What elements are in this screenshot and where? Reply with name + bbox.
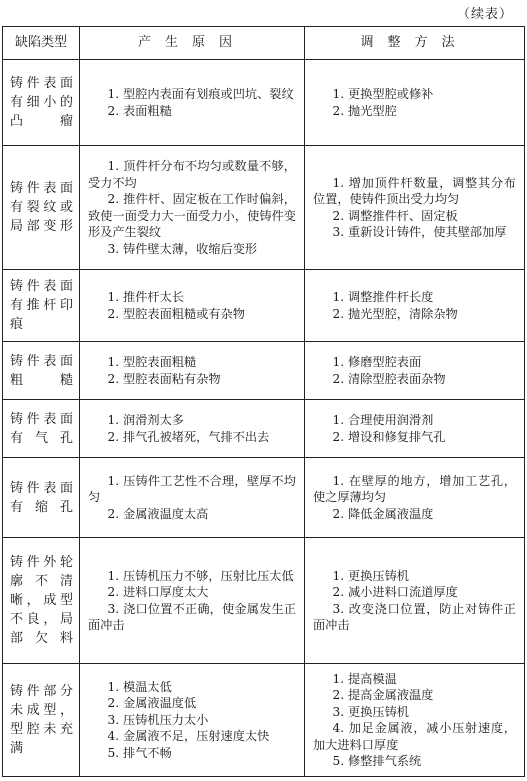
defect-type-cell: 铸件表面有裂纹或局部变形 (3, 146, 80, 270)
causes-cell (80, 400, 305, 458)
cause-item: 1. 型腔表面粗糙 (107, 355, 197, 369)
cause-item: 1. 压铸件工艺性不合理，壁厚不均匀 (88, 473, 296, 505)
causes-cell (80, 270, 305, 342)
cause-item: 3. 浇口位置不正确，使金属发生正面冲击 (88, 601, 296, 632)
cause-item: 2. 表面粗糙 (107, 103, 172, 118)
remedy-item: 1. 合理使用润滑剂 (332, 413, 434, 427)
header-causes: 产生原因 (80, 27, 305, 60)
remedy-item: 3. 重新设计铸件，使其壁部加厚 (332, 225, 507, 239)
header-defect-type: 缺陷类型 (3, 27, 80, 60)
remedies-cell (305, 60, 525, 146)
cause-item: 1. 压铸机压力不够，压射比压太低 (107, 568, 294, 583)
cause-item: 1. 顶件杆分布不均匀或数量不够，受力不均 (88, 159, 296, 190)
table-row (3, 146, 525, 270)
cause-item: 4. 金属液不足，压射速度太快 (107, 729, 270, 744)
defect-type-cell: 铸件表面有气孔 (3, 400, 80, 458)
cause-item: 2. 型腔表面粘有杂物 (107, 371, 221, 386)
remedies-cell (305, 664, 525, 777)
cause-item: 1. 型腔内表面有划痕或凹坑、裂纹 (107, 87, 294, 101)
cause-item: 2. 排气孔被堵死，气排不出去 (107, 429, 270, 444)
header-remedies: 调整方法 (305, 27, 525, 60)
defect-type-cell: 铸件表面有细小的凸瘤 (3, 60, 80, 146)
remedy-item: 2. 增设和修复排气孔 (332, 429, 446, 444)
cause-item: 2. 进料口厚度太大 (107, 585, 209, 599)
table-row (3, 60, 525, 146)
defect-type-cell: 铸件表面有缩孔 (3, 458, 80, 538)
cause-item: 5. 排气不畅 (107, 745, 172, 760)
remedy-item: 3. 改变浇口位置，防止对铸件正面冲击 (313, 601, 516, 632)
continued-label: （续表） (456, 7, 513, 22)
defect-type-cell: 铸件外轮廓不清晰，成型不良，局部欠料 (3, 538, 80, 664)
remedy-item: 5. 修整排气系统 (332, 754, 422, 768)
remedy-item: 2. 抛光型腔 (332, 103, 397, 118)
remedy-item: 2. 降低金属液温度 (332, 506, 434, 521)
remedies-cell (305, 400, 525, 458)
remedy-item: 1. 修磨型腔表面 (332, 355, 422, 369)
remedy-item: 1. 更换型腔或修补 (332, 87, 434, 101)
cause-item: 2. 推件杆、固定板在工作时偏斜，致使一面受力大一面受力小，使铸件变形及产生裂纹 (88, 192, 296, 239)
defect-type-cell: 铸件表面有推杆印痕 (3, 270, 80, 342)
remedy-item: 2. 减小进料口流道厚度 (332, 585, 458, 599)
remedies-cell (305, 146, 525, 270)
defect-type-cell: 铸件表面粗糙 (3, 342, 80, 400)
cause-item: 1. 推件杆太长 (107, 290, 184, 304)
table-row (3, 458, 525, 538)
table-row (3, 400, 525, 458)
remedy-item: 1. 提高模温 (332, 671, 397, 686)
remedy-item: 2. 调整推件杆、固定板 (332, 208, 458, 223)
remedy-item: 2. 抛光型腔，清除杂物 (332, 306, 458, 321)
causes-cell (80, 60, 305, 146)
defect-type-cell: 铸件部分未成型，型腔未充满 (3, 664, 80, 777)
table-row (3, 538, 525, 664)
cause-item: 2. 型腔表面粗糙或有杂物 (107, 306, 245, 321)
causes-cell (80, 664, 305, 777)
cause-item: 1. 润滑剂太多 (107, 413, 184, 427)
table-row (3, 342, 525, 400)
remedies-cell (305, 342, 525, 400)
causes-cell (80, 146, 305, 270)
remedy-item: 2. 提高金属液温度 (332, 688, 434, 702)
remedy-item: 4. 加足金属液，减小压射速度，加大进料口厚度 (313, 721, 516, 752)
remedy-item: 1. 调整推件杆长度 (332, 290, 434, 304)
table-row (3, 270, 525, 342)
remedy-item: 3. 更换压铸机 (332, 704, 409, 719)
causes-cell (80, 538, 305, 664)
remedies-cell (305, 538, 525, 664)
cause-item: 3. 铸件壁太薄，收缩后变形 (107, 241, 258, 256)
cause-item: 2. 金属液温度太高 (107, 506, 209, 521)
remedy-item: 2. 清除型腔表面杂物 (332, 371, 446, 386)
defects-table (2, 26, 525, 777)
remedy-item: 1. 更换压铸机 (332, 568, 409, 583)
cause-item: 1. 模温太低 (107, 679, 172, 694)
cause-item: 2. 金属液温度低 (107, 696, 197, 711)
remedy-item: 1. 增加顶件杆数量，调整其分布位置，使铸件顶出受力均匀 (313, 175, 516, 206)
causes-cell (80, 342, 305, 400)
remedies-cell (305, 458, 525, 538)
remedy-item: 1. 在壁厚的地方，增加工艺孔，使之厚薄均匀 (313, 473, 516, 505)
remedies-cell (305, 270, 525, 342)
table-header-row (3, 27, 525, 60)
table-row (3, 664, 525, 777)
cause-item: 3. 压铸机压力太小 (107, 712, 209, 727)
causes-cell (80, 458, 305, 538)
